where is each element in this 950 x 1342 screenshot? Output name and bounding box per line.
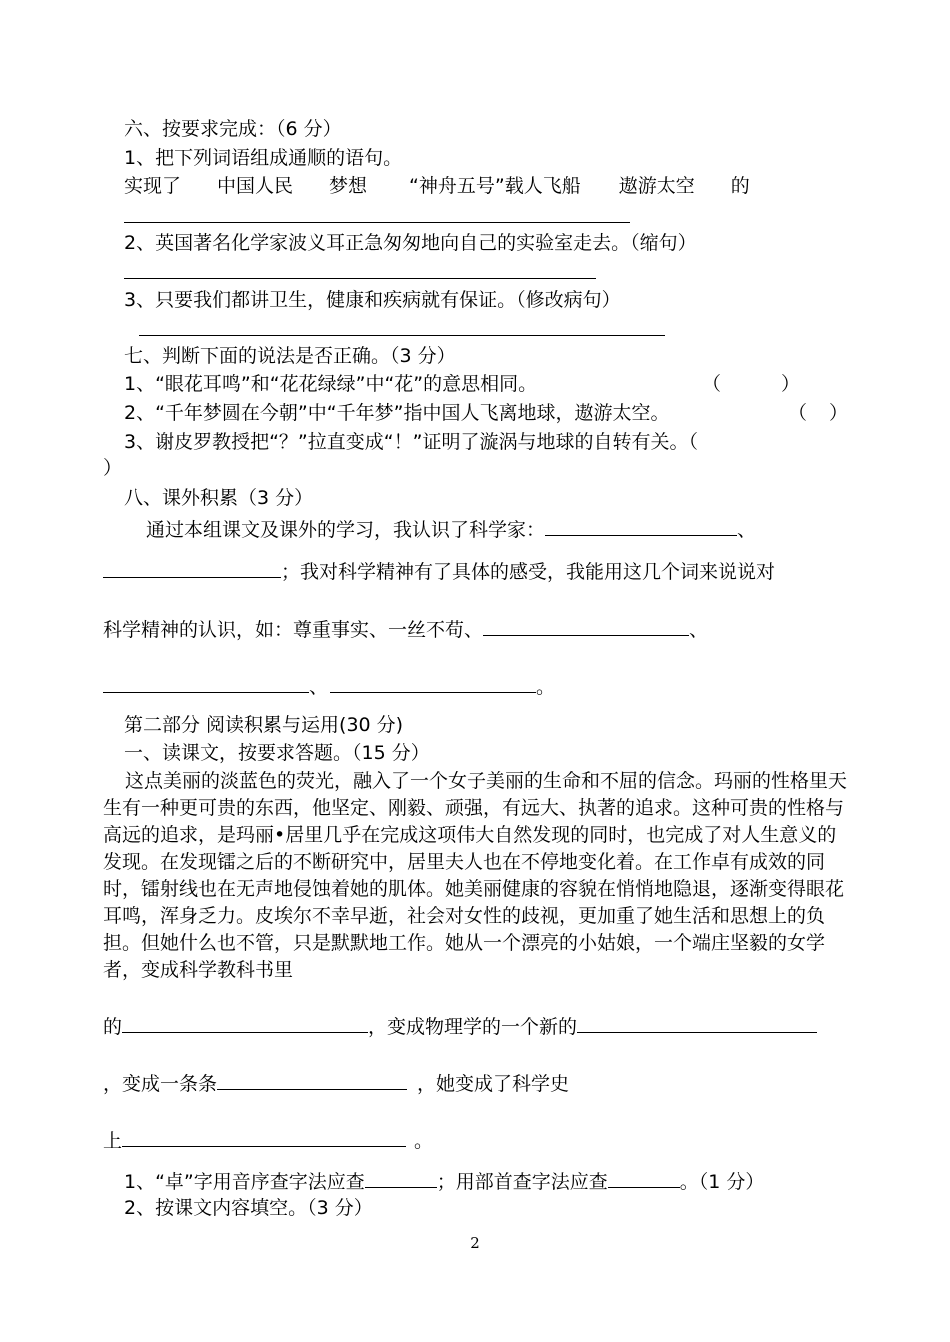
part-2-title: 第二部分 阅读积累与运用(30 分) [124,714,404,736]
passage-text: ，变成一条条 [103,1073,218,1095]
answer-paren[interactable]: （ ） [702,373,801,395]
blank-field[interactable] [122,1126,406,1147]
s7-item-3-cont: ） [103,457,123,479]
word-item: 的 [730,175,750,197]
passage-text: ，她变成了科学史 [417,1073,570,1095]
blank-field[interactable] [103,557,281,578]
question-text: 1、“卓”字用音序查字法应查 [124,1171,365,1193]
section-7-heading: 七、判断下面的说法是否正确。（3 分） [124,345,456,367]
section-6-heading: 六、按要求完成：（6 分） [124,118,342,140]
s8-text: 通过本组课文及课外的学习，我认识了科学家： [146,519,546,541]
s7-item-text: 1、“眼花耳鸣”和“花花绿绿”中“花”的意思相同。 [124,373,538,395]
passage-text: 的 [103,1016,123,1038]
sub-question-1 [124,1167,764,1195]
s8-line-4 [103,672,555,700]
blank-field[interactable] [483,615,689,636]
blank-field[interactable] [330,672,536,693]
word-item: “神舟五号”载人飞船 [409,175,581,197]
s7-item-text: 2、“千年梦圆在今朝”中“千年梦”指中国人飞离地球，遨游太空。 [124,402,670,424]
question-text: 。（1 分） [679,1171,765,1193]
s6-word-list [124,173,750,199]
s7-item-3: 3、谢皮罗教授把“？”拉直变成“！”证明了漩涡与地球的自转有关。（ [124,431,698,453]
word-item: 遨游太空 [618,175,695,197]
passage-fill-line-1 [103,1012,817,1040]
passage-text: 上 [103,1130,123,1152]
section-8-heading: 八、课外积累（3 分） [124,487,314,509]
word-item: 实现了 [124,175,182,197]
passage-fill-line-2 [103,1069,569,1097]
answer-paren[interactable]: （ ） [788,402,849,424]
s8-sep: 、 [689,619,709,641]
s6-question-3: 3、只要我们都讲卫生，健康和疾病就有保证。（修改病句） [124,289,621,311]
s6-question-2: 2、英国著名化学家波义耳正急匆匆地向自己的实验室走去。（缩句） [124,232,697,254]
passage-fill-line-3 [103,1126,433,1154]
blank-field[interactable] [122,1012,368,1033]
word-item: 梦想 [329,175,368,197]
s8-line-1 [146,515,756,543]
s8-sep: 、 [737,519,757,541]
reading-passage: 这点美丽的淡蓝色的荧光，融入了一个女子美丽的生命和不屈的信念。玛丽的性格里天生有一种更可贵的东西，他坚定、刚毅、顽强，有远大、执著的追求。这种可贵的性格与高远的追求，是玛丽•居里几乎在完成这项伟大自然发现的同时，也完成了对人生意义的发现。在发现镭之后的不断研究中，居里夫人也在不停地变化着。在工作卓有成效的同时，镭射线也在无声地侵蚀着她的肌体。她美丽健康的容貌在悄悄地隐退，逐渐变得眼花耳鸣，浑身乏力。皮埃尔不幸早逝，社会对女性的歧视，更加重了她生活和思想上的负担。但她什么也不管，只是默默地工作。她从一个漂亮的小姑娘，一个端庄坚毅的女学者，变成科学教科书里 [103,770,848,981]
blank-field[interactable] [577,1012,817,1033]
s8-line-2 [103,557,775,585]
s7-item-1 [124,371,537,397]
blank-field[interactable] [608,1167,680,1188]
answer-line[interactable] [139,335,665,336]
blank-field[interactable] [103,672,309,693]
s7-item-2 [124,400,669,426]
s8-text: 科学精神的认识，如：尊重事实、一丝不苟、 [103,619,484,641]
blank-field[interactable] [217,1069,407,1090]
s8-sep: 、 [309,676,329,698]
page-number: 2 [470,1234,480,1252]
s8-text: ；我对科学精神有了具体的感受，我能用这几个词来说说对 [281,561,776,583]
passage-text: 。 [414,1130,434,1152]
part-2-q1-heading: 一、读课文，按要求答题。（15 分） [124,742,430,764]
question-text: ；用部首查字法应查 [436,1171,608,1193]
blank-field[interactable] [545,515,737,536]
word-item: 中国人民 [217,175,294,197]
s6-question-1: 1、把下列词语组成通顺的语句。 [124,147,403,169]
answer-line[interactable] [124,222,630,223]
answer-line[interactable] [124,278,596,279]
s8-end: 。 [536,676,556,698]
blank-field[interactable] [365,1167,437,1188]
sub-question-2: 2、按课文内容填空。（3 分） [124,1197,373,1219]
passage-text: ，变成物理学的一个新的 [368,1016,578,1038]
s8-line-3 [103,615,708,643]
